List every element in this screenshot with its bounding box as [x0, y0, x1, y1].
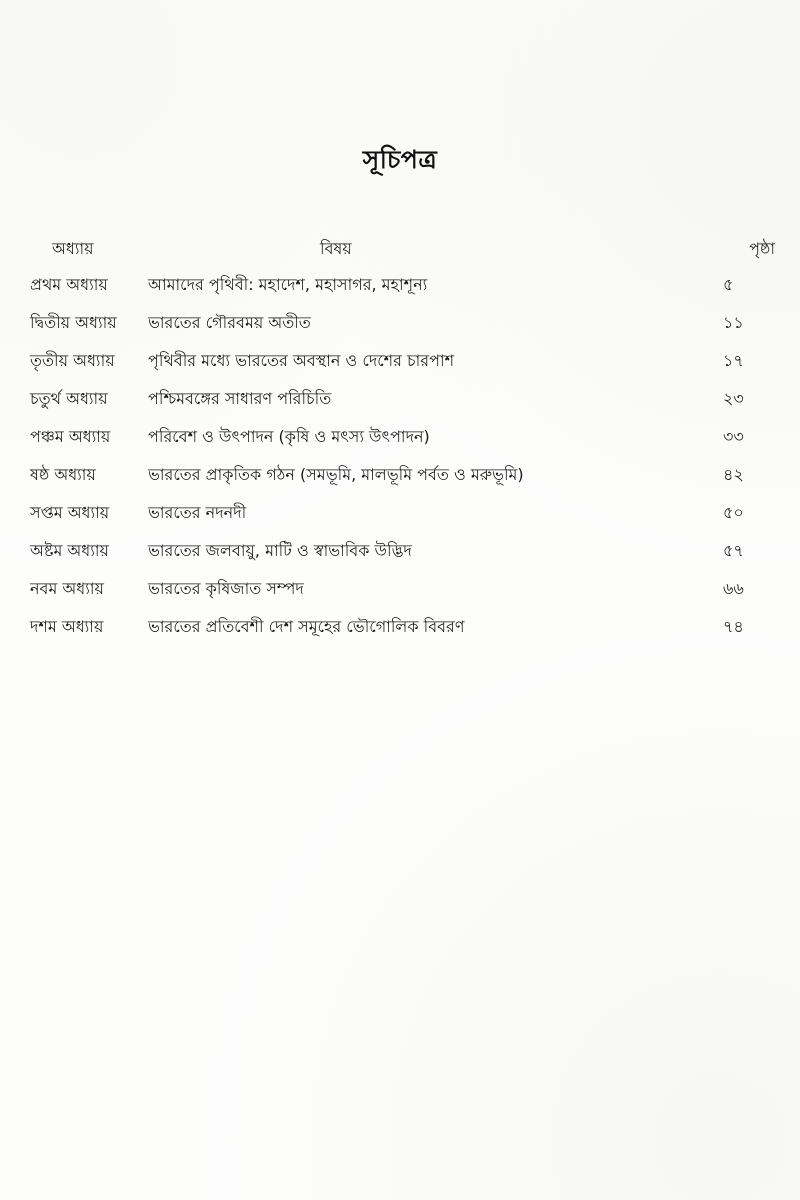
- toc-row: [30, 304, 775, 342]
- header-subject: বিষয়: [320, 239, 352, 258]
- toc-row: [30, 532, 775, 570]
- toc-row: [30, 456, 775, 494]
- chapter-subject: ভারতের গৌরবময় অতীত: [148, 313, 311, 332]
- table-of-contents: [30, 230, 775, 646]
- page-number: ১৭: [723, 351, 744, 370]
- chapter-label: নবম অধ্যায়: [30, 579, 104, 598]
- chapter-label: ষষ্ঠ অধ্যায়: [30, 465, 96, 484]
- page-number: ১১: [723, 313, 744, 332]
- page-number: ২৩: [723, 389, 744, 408]
- chapter-label: দ্বিতীয় অধ্যায়: [30, 313, 117, 332]
- toc-row: [30, 608, 775, 646]
- page-number: ৬৬: [723, 579, 744, 598]
- page-number: ৭৪: [723, 617, 744, 636]
- header-page: পৃষ্ঠা: [749, 239, 775, 258]
- page-title: সূচিপত্র: [362, 145, 438, 174]
- toc-header-row: [30, 230, 775, 266]
- chapter-subject: পরিবেশ ও উৎপাদন (কৃষি ও মৎস্য উৎপাদন): [148, 427, 430, 446]
- header-chapter: অধ্যায়: [52, 239, 94, 258]
- page-number: ৩৩: [723, 427, 744, 446]
- chapter-subject: পশ্চিমবঙ্গের সাধারণ পরিচিতি: [148, 389, 332, 408]
- chapter-subject: ভারতের প্রাকৃতিক গঠন (সমভূমি, মালভূমি পর্বত ও মরুভূমি): [148, 465, 524, 484]
- chapter-label: চতুর্থ অধ্যায়: [30, 389, 108, 408]
- chapter-subject: ভারতের কৃষিজাত সম্পদ: [148, 579, 304, 598]
- chapter-subject: পৃথিবীর মধ্যে ভারতের অবস্থান ও দেশের চারপাশ: [148, 351, 455, 370]
- chapter-label: দশম অধ্যায়: [30, 617, 104, 636]
- toc-row: [30, 494, 775, 532]
- toc-row: [30, 570, 775, 608]
- chapter-label: সপ্তম অধ্যায়: [30, 503, 110, 522]
- page-number: ৫০: [723, 503, 744, 522]
- page-number: ৫৭: [723, 541, 744, 560]
- toc-row: [30, 380, 775, 418]
- chapter-label: তৃতীয় অধ্যায়: [30, 351, 115, 370]
- page-number: ৪২: [723, 465, 744, 484]
- toc-row: [30, 342, 775, 380]
- chapter-subject: ভারতের প্রতিবেশী দেশ সমূহের ভৌগোলিক বিবরণ: [148, 617, 465, 636]
- chapter-label: পঞ্চম অধ্যায়: [30, 427, 111, 446]
- chapter-label: প্রথম অধ্যায়: [30, 275, 108, 294]
- toc-row: [30, 266, 775, 304]
- chapter-label: অষ্টম অধ্যায়: [30, 541, 109, 560]
- chapter-subject: ভারতের নদনদী: [148, 503, 247, 522]
- page-number: ৫: [723, 275, 734, 294]
- toc-row: [30, 418, 775, 456]
- chapter-subject: ভারতের জলবায়ু, মাটি ও স্বাভাবিক উদ্ভিদ: [148, 541, 412, 560]
- chapter-subject: আমাদের পৃথিবী: মহাদেশ, মহাসাগর, মহাশূন্য: [148, 275, 428, 294]
